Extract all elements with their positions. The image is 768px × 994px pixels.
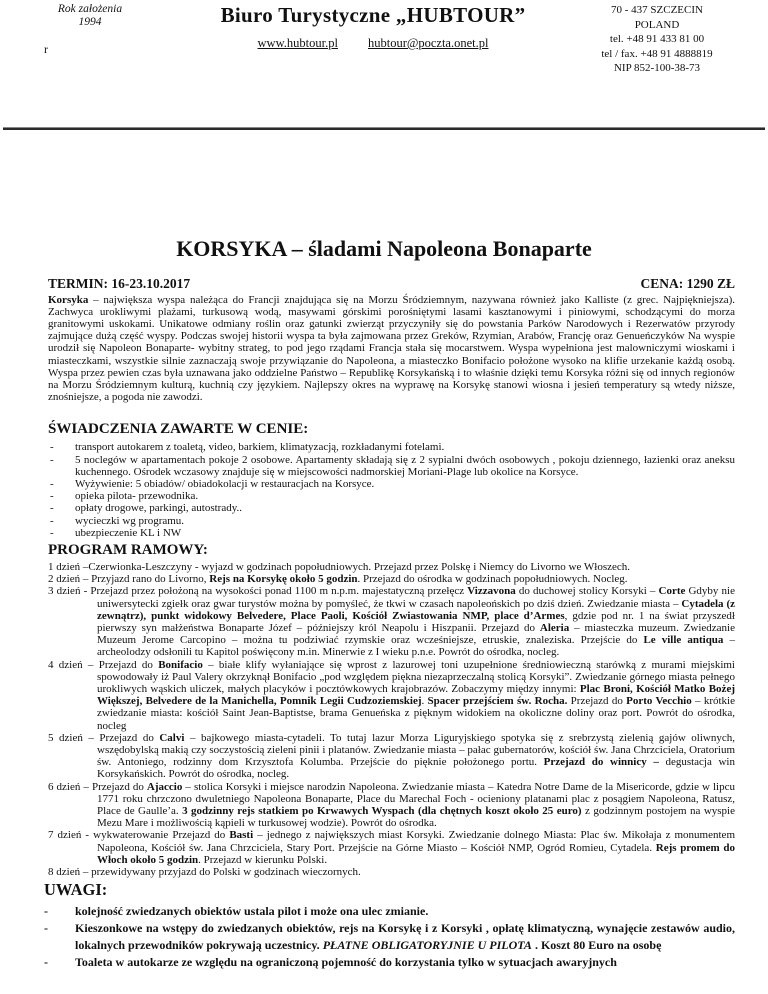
list-item: - 5 noclegów w apartamentach pokoje 2 osobowe. Apartamenty składają się z 2 sypialni dwóch osobowych , pokoju dziennego, łazienki oraz aneksu kuchennego. Ośrodek wczasowy znajduje się w miejscowości nadmorskiej Moriani-Plage lub okolice na Korsyce. — [50, 453, 735, 478]
program-day — [48, 561, 735, 573]
address-line: tel / fax. +48 91 4888819 — [601, 47, 713, 60]
letterhead-left — [44, 3, 174, 57]
day-label: 1 dzień — [48, 560, 81, 573]
program-day — [48, 585, 735, 658]
day-label: 7 dzień — [48, 829, 82, 842]
day-text: – Przejazd do Bonifacio – białe klify wyłaniające się wprost z lazurowej toni uzupełnione średniowieczną starówką z murami miejskimi spowodowały iż Paul Valery okrzyknął Bonifacio „pod względem piękna niezaprzeczalną stolicą Korsyki”. Zwiedzanie górnego miasta pełnego urokliwych wąskich uliczek, małych placyków i pocztówkowych krajobrazów. Zobaczymy między innymi: Plac Broni, Kościół Matko Bożej Większej, Belvedere de la Manichella, Pomnik Legii Cudzoziemskiej. Spacer przejściem św. Rocha. Przejazd do Porto Vecchio – krótkie zwiedzanie miasta: kościół Saint Jean-Baptistse, brama Genueńska z pięknym widokiem na okoliczne doliny oraz port. Powrót do ośrodka, nocleg — [82, 658, 735, 732]
program-days — [0, 561, 768, 878]
website-link[interactable]: www.hubtour.pl — [257, 36, 338, 50]
day-text: – Przyjazd rano do Livorno, Rejs na Korsykę około 5 godzin. Przejazd do ośrodka w godzinach popołudniowych. Nocleg. — [80, 573, 628, 586]
termin-label: TERMIN: 16-23.10.2017 — [48, 275, 191, 291]
bullet-dash: - — [44, 921, 48, 936]
program-day — [48, 573, 735, 585]
intro-paragraph: Korsyka – największa wyspa należąca do Francji znajdująca się na Morzu Śródziemnym, nazywana również jako Kalliste (z grec. Najpiękniejsza). Zachwyca urokliwymi plażami, turkusową wodą, masywami górskimi porośniętymi lasami kasztanowymi i piniowymi, schodzącymi do morza granitowymi uskokami. Unikatowe odmiany roślin oraz gatunki zwierząt przyczyniły się do powstania Parków Narodowych i Rezerwatów przyrody zajmujące dużą część wyspy. Podczas swojej historii wyspa ta była zajmowana przez Greków, Rzymian, Arabów, Francję oraz Genueńczyków Na wyspie urodził się Napoleon Bonaparte- wybitny strateg, to pod jego rządami Francja stała się mocarstwem. Wyspa wypełniona jest malowniczymi wioskami i miasteczkami, wszystkie silnie zaznaczają swoje przywiązanie do Napoleona, a miasteczko Bonifacio położone wysoko na klifie urzekanie każdą osobą. Wyspa przez pewien czas była uznawana jako oddzielne Państwo – Republikę Korsykańską i to właśnie dzięki temu Korsyka różni się od innych regionów na Morzu Śródziemnym kulturą, kuchnią czy językiem. Najlepszy okres na wyprawę na Korsykę stanowi wiosna i jesień temperatury są wtedy niższe, znośniejsze, a pogoda nie zawodzi. — [48, 293, 735, 404]
program-heading: PROGRAM RAMOWY: — [48, 541, 208, 558]
program-day — [48, 659, 735, 732]
founded-year — [44, 3, 136, 29]
address-line: POLAND — [634, 18, 680, 31]
cena-label: CENA: 1290 ZŁ — [640, 275, 735, 291]
termin-cena-row — [48, 275, 735, 292]
bullet-dash: - — [50, 514, 54, 527]
bullet-dash: - — [44, 955, 48, 970]
note-item: - Kieszonkowe na wstępy do zwiedzanych obiektów, rejs na Korsykę i z Korsyki , opłatę klimatyczną, wynajęcie zestawów audio, lokalnych przewodników pokrywają uczestnicy. PŁATNE OBLIGATORYJNIE U PILOTA . Koszt 80 Euro na osobę — [44, 921, 735, 953]
program-day — [48, 829, 735, 866]
company-name: Biuro Turystyczne „HUBTOUR” — [220, 3, 526, 27]
list-item: - wycieczki wg programu. — [50, 514, 185, 527]
list-item: - opieka pilota- przewodnika. — [50, 490, 199, 503]
bullet-dash: - — [50, 453, 54, 466]
letterhead — [0, 0, 768, 76]
address-line: NIP 852-100-38-73 — [613, 62, 701, 74]
bullet-dash: - — [44, 904, 48, 919]
email-link[interactable]: hubtour@poczta.onet.pl — [367, 36, 489, 50]
program-day — [48, 732, 735, 781]
founded-line1: Rok założenia — [57, 3, 123, 15]
day-label: 8 dzień — [48, 866, 81, 879]
list-item: - Wyżywienie: 5 obiadów/ obiadokolacji w restauracjach na Korsyce. — [50, 477, 375, 490]
list-item: - transport autokarem z toaletą, video, barkiem, klimatyzacją, rozkładanymi fotelami. — [50, 441, 445, 454]
list-item: - ubezpieczenie KL i NW — [50, 526, 182, 539]
note-item: - Toaleta w autokarze ze względu na ograniczoną pojemność do korzystania tylko w sytuacjach awaryjnych — [44, 955, 617, 970]
contact-links — [174, 36, 572, 51]
day-label: 6 dzień — [48, 780, 81, 793]
bullet-dash: - — [50, 441, 54, 454]
day-text: - wykwaterowanie Przejazd do Basti – jednego z największych miast Korsyki. Zwiedzanie dolnego Miasta: Plac św. Mikołaja z monumentem Napoleona, Kościół św. Jana Chrzciciela, Stary Port. Przejście na Górne Miasto – Kościół NMP, Ogród Romieu, Cytadela. Rejs promem do Włoch około 5 godzin. Przejazd w kierunku Polski. — [81, 829, 735, 866]
letterhead-center — [174, 3, 572, 51]
address-line: tel. +48 91 433 81 00 — [609, 33, 705, 45]
bullet-dash: - — [50, 477, 54, 490]
included-list — [0, 441, 768, 539]
day-label: 5 dzień — [48, 731, 83, 744]
list-item: - opłaty drogowe, parkingi, autostrady.. — [50, 502, 242, 515]
day-text: - Przejazd przez położoną na wysokości ponad 1100 m n.p.m. majestatyczną przełęcz Vizzavona do duchowej stolicy Korsyki – Corte Gdyby nie uniwersytecki zgiełk oraz gwar turystów można by pomyśleć, że tkwi w czasach napoleońskich po dziś dzień. Zwiedzanie miasta – Cytadela (z zewnątrz), punkt widokowy Belvedere, Place Paoli, Kościół Zwiastowania NMP, place d’Armes, gdzie pod nr. 1 na świat przyszedł pierwszy syn małżeństwa Bonaparte Józef – późniejszy król Neapolu i Hiszpanii. Przejazd do Aleria – miasteczka muzeum. Zwiedzanie Muzeum Jerome Carcopino – można tu podziwiać rzymskie oraz wcześniejsze, etruskie, znaleziska. Przejście do Le ville antiqua – archeolodzy odsłonili tu Kapitol poświęcony m.in. Minerwie z I wieku p.n.e. Powrót do ośrodka, nocleg. — [80, 585, 736, 659]
day-label: 4 dzień — [48, 658, 83, 671]
document-title: KORSYKA – śladami Napoleona Bonaparte — [176, 235, 592, 261]
notes-heading: UWAGI: — [44, 880, 108, 900]
day-label: 2 dzień — [48, 573, 81, 586]
program-day — [48, 781, 735, 830]
bullet-dash: - — [50, 502, 54, 515]
day-label: 3 dzień — [48, 585, 81, 598]
program-day — [48, 866, 735, 878]
founded-line2: 1994 — [78, 16, 102, 28]
day-text: –Czerwionka-Leszczyny - wyjazd w godzinach popołudniowych. Przejazd przez Polskę i Niemcy do Livorno we Włoszech. — [80, 560, 631, 573]
day-text: – Przejazd do Ajaccio – stolica Korsyki i miejsce narodzin Napoleona. Zwiedzanie miasta – Katedra Notre Dame de la Misericorde, gdzie w lipcu 1771 roku chrzczono dwuletniego Napoleona Bonaparte, Place du Marechal Foch - ocieniony platanami plac z posągiem Napoleona, Ratusz, Place de Gaulle’a. 3 godzinny rejs statkiem po Krwawych Wyspach (dla chętnych koszt około 25 euro) z godzinnym postojem na wyspie Mezu Mare i możliwością kąpieli w turkusowej wodzie). Powrót do ośrodka. — [80, 780, 735, 830]
address-block — [572, 3, 742, 76]
day-text: – przewidywany przyjazd do Polski w godzinach wieczornych. — [80, 866, 361, 879]
notes-list — [0, 903, 768, 971]
bullet-dash: - — [50, 526, 54, 539]
day-text: – Przejazd do Calvi – bajkowego miasta-cytadeli. To tutaj lazur Morza Liguryjskiego spotyka się z srebrzystą zielenią gajów oliwnych, wszędobylską makią czy soczystością zieleni pinii i platanów. Zwiedzanie miasta – pałac gubernatorów, kościół św. Jana Chrzciciela, Oratorium św. Antoniego, rodzinny dom Krzysztofa Kolumba. Przejście do pięknie położonego portu. Przejazd do winnicy – degustacja win Korsykańskich. Powrót do ośrodka, nocleg. — [82, 731, 735, 781]
note-item: - kolejność zwiedzanych obiektów ustala pilot i może ona ulec zmianie. — [44, 904, 429, 919]
address-line: 70 - 437 SZCZECIN — [611, 4, 703, 16]
bullet-dash: - — [50, 490, 54, 503]
included-heading: ŚWIADCZENIA ZAWARTE W CENIE: — [48, 421, 309, 438]
header-divider — [3, 127, 765, 130]
stray-character: r — [44, 42, 48, 56]
